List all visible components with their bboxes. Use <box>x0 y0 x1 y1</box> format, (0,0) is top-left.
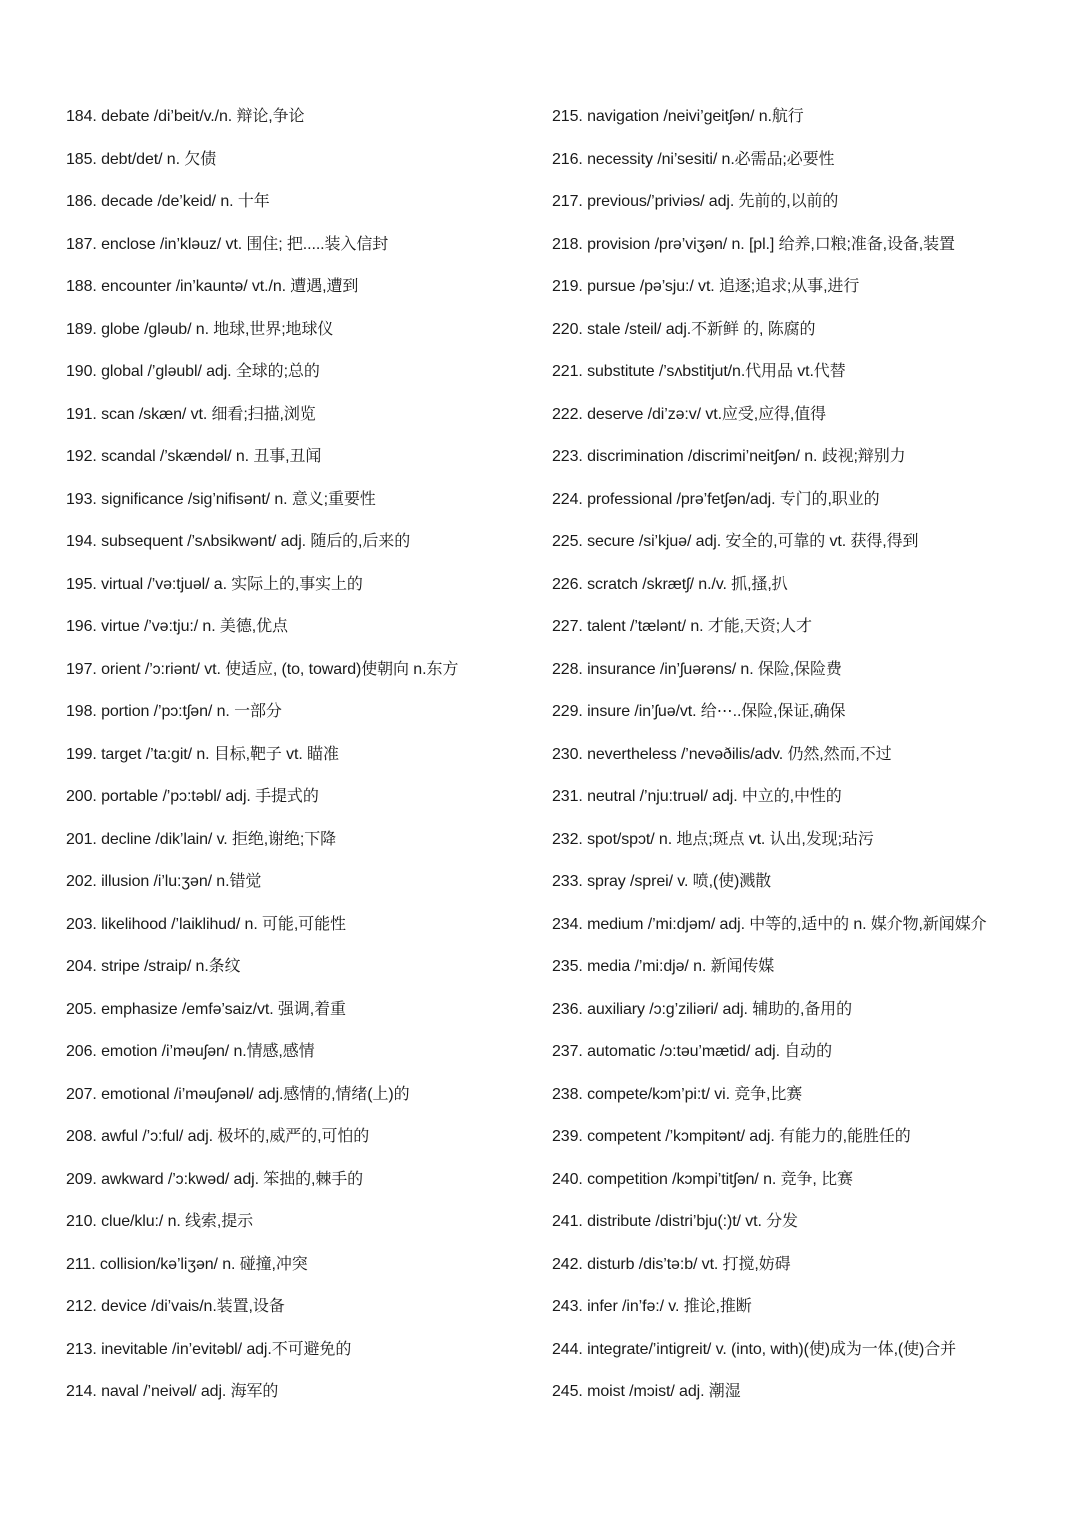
vocab-entry: 230. nevertheless /’nevəðilis/adv. 仍然,然而,不过 <box>552 745 892 763</box>
vocab-entry: 194. subsequent /’sʌbsikwənt/ adj. 随后的,后来的 <box>66 533 411 550</box>
vocab-entry: 243. infer /in’fə:/ v. 推论,推断 <box>552 1298 752 1315</box>
vocab-entry: 203. likelihood /’laiklihud/ n. 可能,可能性 <box>66 915 346 933</box>
vocab-entry: 198. portion /’pɔ:tʃən/ n. 一部分 <box>66 703 282 720</box>
vocab-entry: 235. media /’mi:djə/ n. 新闻传媒 <box>552 958 775 975</box>
vocab-entry: 206. emotion /i’məuʃən/ n.情感,感情 <box>66 1043 315 1060</box>
vocab-entry: 240. competition /kɔmpi’titʃən/ n. 竞争, 比赛 <box>552 1170 853 1188</box>
vocab-entry: 217. previous/’priviəs/ adj. 先前的,以前的 <box>552 193 839 210</box>
vocab-column-left <box>66 96 536 1414</box>
vocab-entry: 219. pursue /pə’sju:/ vt. 追逐;追求;从事,进行 <box>552 278 860 295</box>
vocab-entry: 214. naval /’neivəl/ adj. 海军的 <box>66 1383 279 1400</box>
vocab-entry: 234. medium /’mi:djəm/ adj. 中等的,适中的 n. 媒介物,新闻媒介 <box>552 915 987 933</box>
vocab-entry: 204. stripe /straip/ n.条纹 <box>66 958 241 975</box>
vocab-entry: 201. decline /dik’lain/ v. 拒绝,谢绝;下降 <box>66 830 337 848</box>
vocab-entry: 205. emphasize /emfə’saiz/vt. 强调,着重 <box>66 1000 346 1018</box>
vocab-entry: 195. virtual /’və:tjuəl/ a. 实际上的,事实上的 <box>66 575 363 593</box>
vocab-entry: 196. virtue /’və:tju:/ n. 美德,优点 <box>66 618 288 635</box>
vocab-entry: 232. spot/spɔt/ n. 地点;斑点 vt. 认出,发现;玷污 <box>552 830 874 848</box>
vocab-entry: 192. scandal /’skændəl/ n. 丑事,丑闻 <box>66 448 322 465</box>
vocab-entry: 239. competent /’kɔmpitənt/ adj. 有能力的,能胜任的 <box>552 1128 911 1145</box>
vocab-entry: 222. deserve /di’zə:v/ vt.应受,应得,值得 <box>552 405 827 423</box>
vocab-entry: 208. awful /’ɔ:ful/ adj. 极坏的,威严的,可怕的 <box>66 1128 370 1145</box>
vocab-entry: 229. insure /in’ʃuə/vt. 给⋯..保险,保证,确保 <box>552 703 846 720</box>
vocab-entry: 225. secure /si’kjuə/ adj. 安全的,可靠的 vt. 获得,得到 <box>552 533 919 550</box>
vocab-entry: 238. compete/kɔm’pi:t/ vi. 竞争,比赛 <box>552 1085 803 1103</box>
vocab-entry: 224. professional /prə’fetʃən/adj. 专门的,职业的 <box>552 490 880 508</box>
vocab-entry: 228. insurance /in’ʃuərəns/ n. 保险,保险费 <box>552 660 842 678</box>
vocab-entry: 245. moist /mɔist/ adj. 潮湿 <box>552 1383 741 1400</box>
vocab-entry: 213. inevitable /in’evitəbl/ adj.不可避免的 <box>66 1340 352 1358</box>
vocab-entry: 231. neutral /’nju:truəl/ adj. 中立的,中性的 <box>552 788 842 805</box>
vocab-entry: 188. encounter /in’kauntə/ vt./n. 遭遇,遭到 <box>66 278 359 295</box>
vocab-entry: 244. integrate/’intigreit/ v. (into, with)(使)成为一体,(使)合并 <box>552 1340 957 1358</box>
vocab-entry: 186. decade /de’keid/ n. 十年 <box>66 193 270 210</box>
vocab-entry: 202. illusion /i’lu:ʒən/ n.错觉 <box>66 873 262 890</box>
vocab-entry: 211. collision/kə’liʒən/ n. 碰撞,冲突 <box>66 1255 308 1273</box>
vocab-column-right <box>552 96 1052 1414</box>
vocab-entry: 227. talent /’tælənt/ n. 才能,天资;人才 <box>552 618 812 635</box>
vocab-entry: 223. discrimination /discrimi’neitʃən/ n. 歧视;辩别力 <box>552 448 906 465</box>
vocab-entry: 209. awkward /’ɔ:kwəd/ adj. 笨拙的,棘手的 <box>66 1170 364 1188</box>
vocab-entry: 190. global /’gləubl/ adj. 全球的;总的 <box>66 363 320 380</box>
vocab-entry: 241. distribute /distri’bju(:)t/ vt. 分发 <box>552 1213 798 1230</box>
vocab-entry: 242. disturb /dis’tə:b/ vt. 打搅,妨碍 <box>552 1255 791 1273</box>
vocab-entry: 212. device /di’vais/n.装置,设备 <box>66 1298 285 1315</box>
vocab-entry: 207. emotional /i’məuʃənəl/ adj.感情的,情绪(上)的 <box>66 1085 410 1103</box>
vocab-entry: 216. necessity /ni’sesiti/ n.必需品;必要性 <box>552 150 835 168</box>
vocab-entry: 233. spray /sprei/ v. 喷,(使)溅散 <box>552 873 772 890</box>
vocab-entry: 200. portable /’pɔ:təbl/ adj. 手提式的 <box>66 788 319 805</box>
vocab-entry: 197. orient /’ɔ:riənt/ vt. 使适应, (to, toward)使朝向 n.东方 <box>66 660 459 678</box>
vocab-entry: 236. auxiliary /ɔ:g’ziliəri/ adj. 辅助的,备用的 <box>552 1000 852 1018</box>
vocab-entry: 226. scratch /skrætʃ/ n./v. 抓,搔,扒 <box>552 575 788 593</box>
vocab-entry: 218. provision /prə’viʒən/ n. [pl.] 给养,口粮;准备,设备,装置 <box>552 235 955 253</box>
vocab-entry: 187. enclose /in’kləuz/ vt. 围住; 把.....装入信封 <box>66 235 389 253</box>
vocab-entry: 220. stale /steil/ adj.不新鲜 的, 陈腐的 <box>552 320 816 338</box>
vocab-entry: 184. debate /di’beit/v./n. 辩论,争论 <box>66 108 305 125</box>
vocab-entry: 193. significance /sig’nifisənt/ n. 意义;重要性 <box>66 490 376 508</box>
vocab-entry: 237. automatic /ɔ:təu’mætid/ adj. 自动的 <box>552 1043 832 1060</box>
vocab-entry: 189. globe /gləub/ n. 地球,世界;地球仪 <box>66 320 334 338</box>
vocab-entry: 221. substitute /’sʌbstitjut/n.代用品 vt.代替 <box>552 363 846 380</box>
vocab-entry: 215. navigation /neivi’geitʃən/ n.航行 <box>552 108 804 125</box>
vocab-entry: 199. target /’ta:git/ n. 目标,靶子 vt. 瞄准 <box>66 745 339 763</box>
vocab-entry: 191. scan /skæn/ vt. 细看;扫描,浏览 <box>66 405 316 423</box>
vocab-entry: 210. clue/klu:/ n. 线索,提示 <box>66 1213 254 1230</box>
vocab-entry: 185. debt/det/ n. 欠债 <box>66 150 217 168</box>
